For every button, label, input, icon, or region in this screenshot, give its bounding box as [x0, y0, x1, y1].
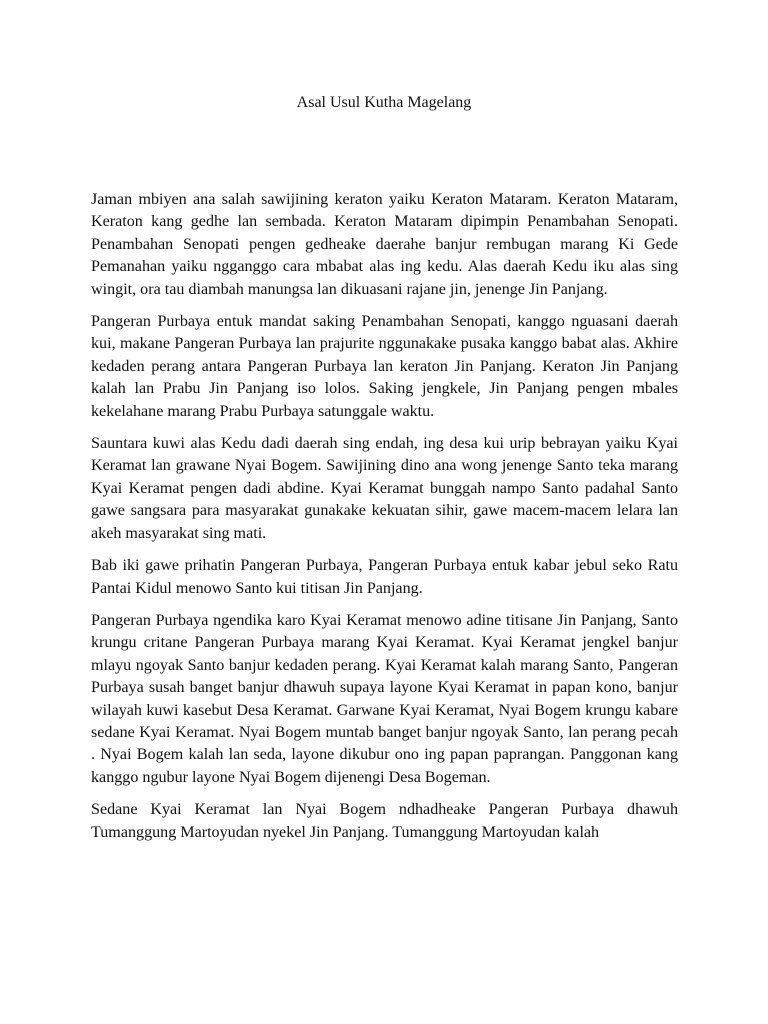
- paragraph-3: Sauntara kuwi alas Kedu dadi daerah sing endah, ing desa kui urip bebrayan yaiku Kyai Keramat lan grawane Nyai Bogem. Sawijining dino ana wong jenenge Santo teka marang Kyai Keramat pengen dadi abdine. Kyai Keramat bunggah nampo Santo padahal Santo gawe sangsara para masyarakat gunakake kekuatan sihir, gawe macem-macem lelara lan akeh masyarakat sing mati.: [91, 435, 678, 542]
- paragraph-6: Sedane Kyai Keramat lan Nyai Bogem ndhadheake Pangeran Purbaya dhawuh Tumanggung Martoyudan nyekel Jin Panjang. Tumanggung Martoyudan kalah: [91, 801, 678, 841]
- paragraph-5: Pangeran Purbaya ngendika karo Kyai Keramat menowo adine titisane Jin Panjang, Santo krungu critane Pangeran Purbaya marang Kyai Keramat. Kyai Keramat jengkel banjur mlayu ngoyak Santo banjur kedaden perang. Kyai Keramat kalah marang Santo, Pangeran Purbaya susah banget banjur dhawuh supaya layone Kyai Keramat in papan kono, banjur wilayah kuwi kasebut Desa Keramat. Garwane Kyai Keramat, Nyai Bogem krungu kabare sedane Kyai Keramat. Nyai Bogem muntab banget banjur ngoyak Santo, lan perang pecah . Nyai Bogem kalah lan seda, layone dikubur ono ing papan paprangan. Panggonan kang kanggo ngubur layone Nyai Bogem dijenengi Desa Bogeman.: [91, 611, 678, 786]
- document-title: Asal Usul Kutha Magelang: [296, 94, 472, 111]
- paragraph-1: Jaman mbiyen ana salah sawijining keraton yaiku Keraton Mataram. Keraton Mataram, Keraton kang gedhe lan sembada. Keraton Mataram dipimpin Penambahan Senopati. Penambahan Senopati pengen gedheake daerahe banjur rembugan marang Ki Gede Pemanahan yaiku ngganggo cara mbabat alas ing kedu. Alas daerah Kedu iku alas sing wingit, ora tau diambah manungsa lan dikuasani rajane jin, jenenge Jin Panjang.: [91, 191, 678, 298]
- document-body: [91, 189, 678, 854]
- paragraph-4: Bab iki gawe prihatin Pangeran Purbaya, Pangeran Purbaya entuk kabar jebul seko Ratu Pantai Kidul menowo Santo kui titisan Jin Panjang.: [91, 557, 678, 597]
- paragraph-2: Pangeran Purbaya entuk mandat saking Penambahan Senopati, kanggo nguasani daerah kui, makane Pangeran Purbaya lan prajurite nggunakake pusaka kanggo babat alas. Akhire kedaden perang antara Pangeran Purbaya lan keraton Jin Panjang. Keraton Jin Panjang kalah lan Prabu Jin Panjang iso lolos. Saking jengkele, Jin Panjang pengen mbales kekelahane marang Prabu Purbaya satunggale waktu.: [91, 313, 678, 420]
